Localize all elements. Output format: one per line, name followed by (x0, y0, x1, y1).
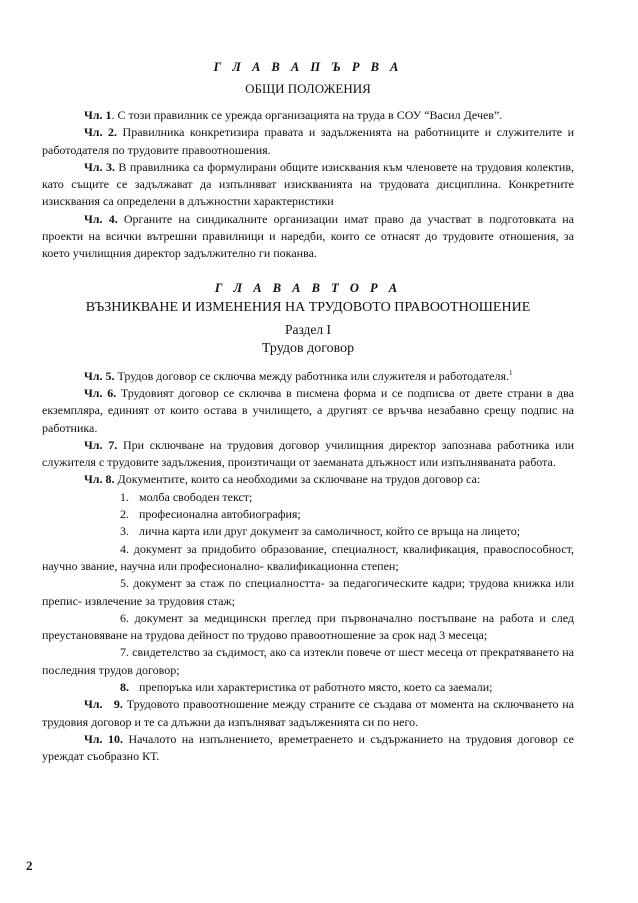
list-item (42, 523, 574, 540)
list-number: 1. (120, 489, 129, 504)
article-10 (42, 731, 574, 766)
article-label: Чл. 1 (84, 108, 112, 122)
article-label: Чл. 6. (84, 385, 117, 400)
list-item (42, 644, 574, 679)
list-item (42, 541, 574, 576)
article-text: При сключване на трудовия договор училищния директор запознава работника или служителя с трудовите задължения, произтичащи от заеманата длъжност или изпълняваната работа. (42, 437, 574, 470)
article-5 (42, 365, 574, 385)
article-text: В правилника са формулирани общите изисквания към членовете на трудовия колектив, като същите се задължават да изпълняват изискванията на трудовата дисциплина. Конкретните изисквания са определени в длъжностни характеристики (42, 159, 574, 209)
list-text: свидетелство за съдимост, ако са изтекли повече от шест месеца от прекратяването на последния трудов договор; (42, 645, 574, 677)
documents-list (42, 489, 574, 697)
list-number: 5. (120, 576, 129, 591)
article-text: Органите на синдикалните организации имат право да участват в подготовката на проекти на всички вътрешни правилници и наредби, които се отнасят до трудовите отношения, за което училищния директор задължително ги поканва. (42, 211, 574, 261)
section-label: Раздел I (284, 321, 332, 337)
article-2 (42, 124, 574, 159)
list-text: препоръка или характеристика от работното място, което са заемали; (139, 680, 493, 695)
article-8 (42, 471, 574, 488)
list-text: документ за стаж по специалността- за педагогическите кадри; трудова книжка или препис- извлечение за трудовия стаж; (42, 576, 574, 608)
article-label: Чл. 7. (84, 437, 118, 452)
list-item (42, 506, 574, 523)
article-text: . С този правилник се урежда организацията на труда в СОУ “Васил Дечев”. (111, 108, 503, 122)
list-item (42, 489, 574, 506)
article-1 (42, 107, 574, 124)
article-text: Документите, които са необходими за сключване на трудов договор са: (114, 472, 481, 487)
article-4 (42, 211, 574, 263)
article-label: Чл. 8. (84, 472, 115, 487)
article-9 (42, 696, 574, 731)
chapter-2-title: Г Л А В А В Т О Р А (214, 280, 402, 295)
document-page (42, 60, 574, 766)
article-text: Трудов договор се сключва между работника или служителя и работодателя. (114, 368, 509, 383)
list-number: 6. (120, 610, 129, 625)
list-item (42, 575, 574, 610)
list-text: професионална автобиография; (139, 507, 301, 522)
list-item (42, 679, 574, 696)
footnote-marker: 1 (508, 368, 513, 377)
article-label: Чл. 4. (84, 211, 118, 226)
list-number: 8. (120, 680, 129, 695)
list-item (42, 610, 574, 645)
chapter-2 (42, 281, 574, 766)
article-6 (42, 385, 574, 437)
chapter-1 (42, 60, 574, 263)
list-text: молба свободен текст; (139, 489, 253, 504)
list-text: лична карта или друг документ за самоличност, който се връща на лицето; (139, 524, 521, 539)
article-text: Правилника конкретизира правата и задълженията на работниците и служителите и работодателя по трудовите правоотношения. (42, 125, 574, 157)
list-text: документ за придобито образование, специалност, квалификация, правоспособност, научно звание, научна или професионално- квалификационна степен; (42, 541, 574, 573)
list-number: 2. (120, 507, 129, 522)
list-number: 7. (120, 645, 129, 660)
section-title: Трудов договор (261, 340, 355, 356)
article-3 (42, 159, 574, 211)
chapter-1-subtitle: ОБЩИ ПОЛОЖЕНИЯ (245, 81, 371, 96)
article-label: Чл. 2. (84, 125, 118, 140)
article-text: Трудовото правоотношение между страните се създава от момента на сключването на трудовия договор и те са длъжни да изпълняват задълженията си по него. (42, 697, 574, 729)
article-label: Чл. 9. (84, 697, 123, 712)
list-number: 4. (120, 541, 129, 556)
article-label: Чл. 3. (84, 159, 115, 174)
page-number: 2 (26, 858, 33, 873)
article-label: Чл. 5. (84, 368, 115, 383)
article-7 (42, 437, 574, 472)
article-text: Началото на изпълнението, времетраенето и съдържанието на трудовия договор се уреждат съобразно КТ. (42, 731, 574, 764)
article-text: Трудовият договор се сключва в писмена форма и се подписва от двете страни в два екземпляра, единият от които остава в училището, а другият се връчва незабавно срещу подпис на работника. (42, 385, 574, 435)
article-label: Чл. 10. (84, 731, 123, 746)
list-number: 3. (120, 524, 129, 539)
chapter-2-subtitle: ВЪЗНИКВАНЕ И ИЗМЕНЕНИЯ НА ТРУДОВОТО ПРАВООТНОШЕНИЕ (85, 299, 531, 315)
list-text: документ за медицински преглед при първоначално постъпване на работа и след преустановяване на трудова дейност по трудово правоотношение за срок над 3 месеца; (42, 610, 574, 643)
chapter-1-title: Г Л А В А П Ъ Р В А (213, 60, 403, 74)
